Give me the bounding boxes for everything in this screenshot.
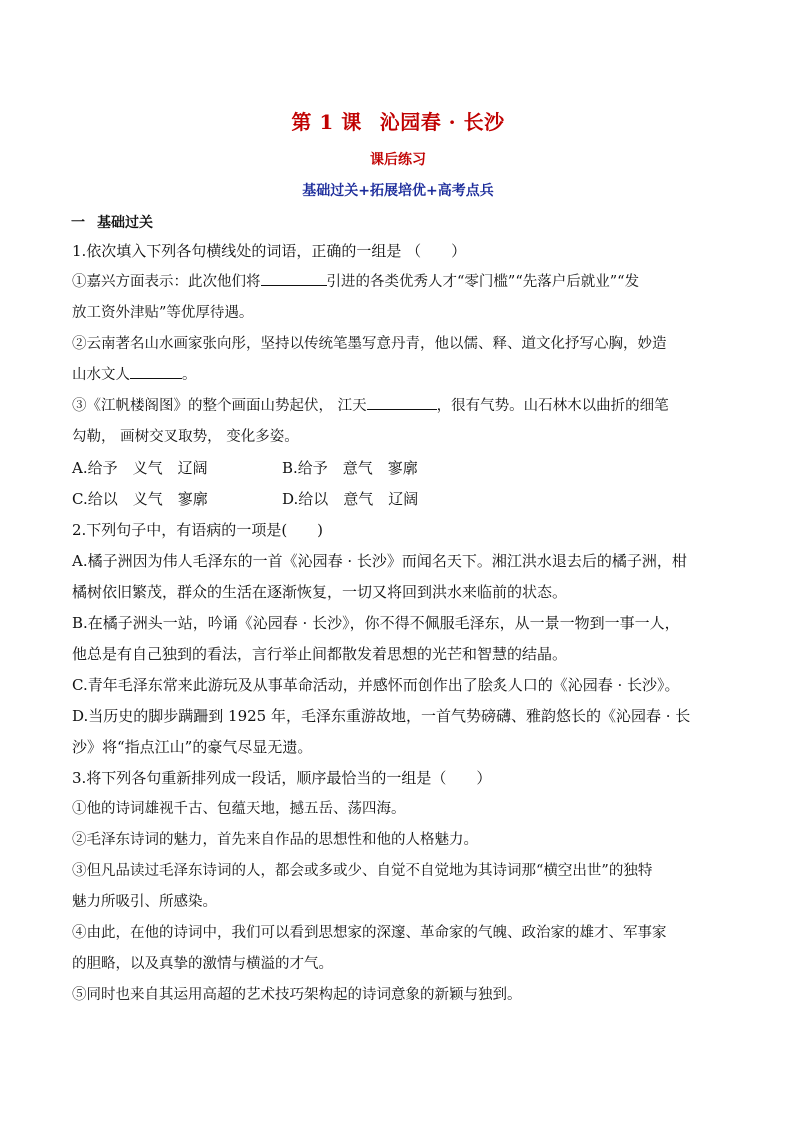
option-b[interactable]: B.给予 意气 寥廓 [282,459,418,477]
page-subtitle: 课后练习 [370,152,426,168]
fill-blank-1[interactable] [261,269,327,286]
question-2-stem: 2.下列句子中，有语病的一项是( ) [72,521,324,539]
question-1-options-row-2 [72,484,724,515]
question-1-sentence-3: ③《江帆楼阁图》的整个画面山势起伏， 江天 ，很有气势。山石林木以曲折的细笔 [72,391,724,422]
question-3-stem: 3.将下列各句重新排列成一段话，顺序最恰当的一组是（ ） [72,769,492,787]
question-3-sentence-3: ③但凡品读过毛泽东诗词的人，都会或多或少、自觉不自觉地为其诗词那“横空出世”的独特 [72,863,653,879]
question-1-sentence-1: ①嘉兴方面表示：此次他们将 引进的各类优秀人才“零门槛”“先落户后就业”“发 [72,267,724,298]
page-title [72,106,724,135]
question-1 [72,236,724,515]
question-2-option-c[interactable]: C.青年毛泽东常来此游玩及从事革命活动，并感怀而创作出了脍炙人口的《沁园春 · 长沙》。 [72,676,680,694]
question-2-option-b[interactable]: B.在橘子洲头一站，吟诵《沁园春 · 长沙》，你不得不佩服毛泽东，从一景一物到一事一人， [72,614,680,632]
lesson-name: 沁园春 · 长沙 [379,110,505,134]
question-1-stem: 1.依次填入下列各句横线处的词语，正确的一组是 （ ） [72,242,467,260]
page-subline: 基础过关+拓展培优+高考点兵 [302,183,494,199]
section-label: 基础过关 [97,215,153,231]
question-1-sentence-2-cont: 山水文人 。 [72,360,724,391]
question-3-sentence-5: ⑤同时也来自其运用高超的艺术技巧架构起的诗词意象的新颖与独到。 [72,987,522,1003]
question-2-option-d[interactable]: D.当历史的脚步蹒跚到 1925 年，毛泽东重游故地，一首气势磅礴、雅韵悠长的《沁园春 · 长 [72,707,691,725]
question-3-sentence-4-cont: 的胆略，以及真挚的激情与横溢的才气。 [72,956,333,972]
question-1-options-row-1 [72,453,724,484]
option-d[interactable]: D.给以 意气 辽阔 [282,490,419,508]
question-3-sentence-3-cont: 魅力所吸引、所感染。 [72,894,217,910]
fill-blank-2[interactable] [130,362,182,379]
question-3-sentence-2: ②毛泽东诗词的魅力，首先来自作品的思想性和他的人格魅力。 [72,832,478,848]
option-c[interactable]: C.给以 义气 寥廓 [72,490,208,508]
question-2-option-d-cont: 沙》将“指点江山”的豪气尽显无遗。 [72,738,313,756]
option-a[interactable]: A.给予 义气 辽阔 [72,459,208,477]
question-2-option-a[interactable]: A.橘子洲因为伟人毛泽东的一首《沁园春 · 长沙》而闻名天下。湘江洪水退去后的橘子洲，柑 [72,552,687,570]
section-number: 一 [71,215,85,231]
question-2-option-a-cont: 橘树依旧繁茂，群众的生活在逐渐恢复，一切又将回到洪水来临前的状态。 [72,583,568,601]
question-3 [72,763,724,1011]
lesson-number: 第 1 课 [291,110,362,134]
question-1-sentence-1-cont: 放工资外津贴”等优厚待遇。 [72,305,254,321]
question-2-option-b-cont: 他总是有自己独到的看法，言行举止间都散发着思想的光芒和智慧的结晶。 [72,645,568,663]
question-3-sentence-4: ④由此，在他的诗词中，我们可以看到思想家的深邃、革命家的气魄、政治家的雄才、军事家 [72,925,667,941]
question-1-sentence-2: ②云南著名山水画家张向彤，坚持以传统笔墨写意丹青，他以儒、释、道文化抒写心胸，妙造 [72,336,667,352]
question-1-sentence-3-cont: 勾勒， 画树交叉取势， 变化多姿。 [72,429,299,445]
section-heading [71,212,724,232]
fill-blank-3[interactable] [367,393,437,410]
question-2 [72,515,724,763]
question-3-sentence-1: ①他的诗词雄视千古、包蕴天地，撼五岳、荡四海。 [72,801,406,817]
